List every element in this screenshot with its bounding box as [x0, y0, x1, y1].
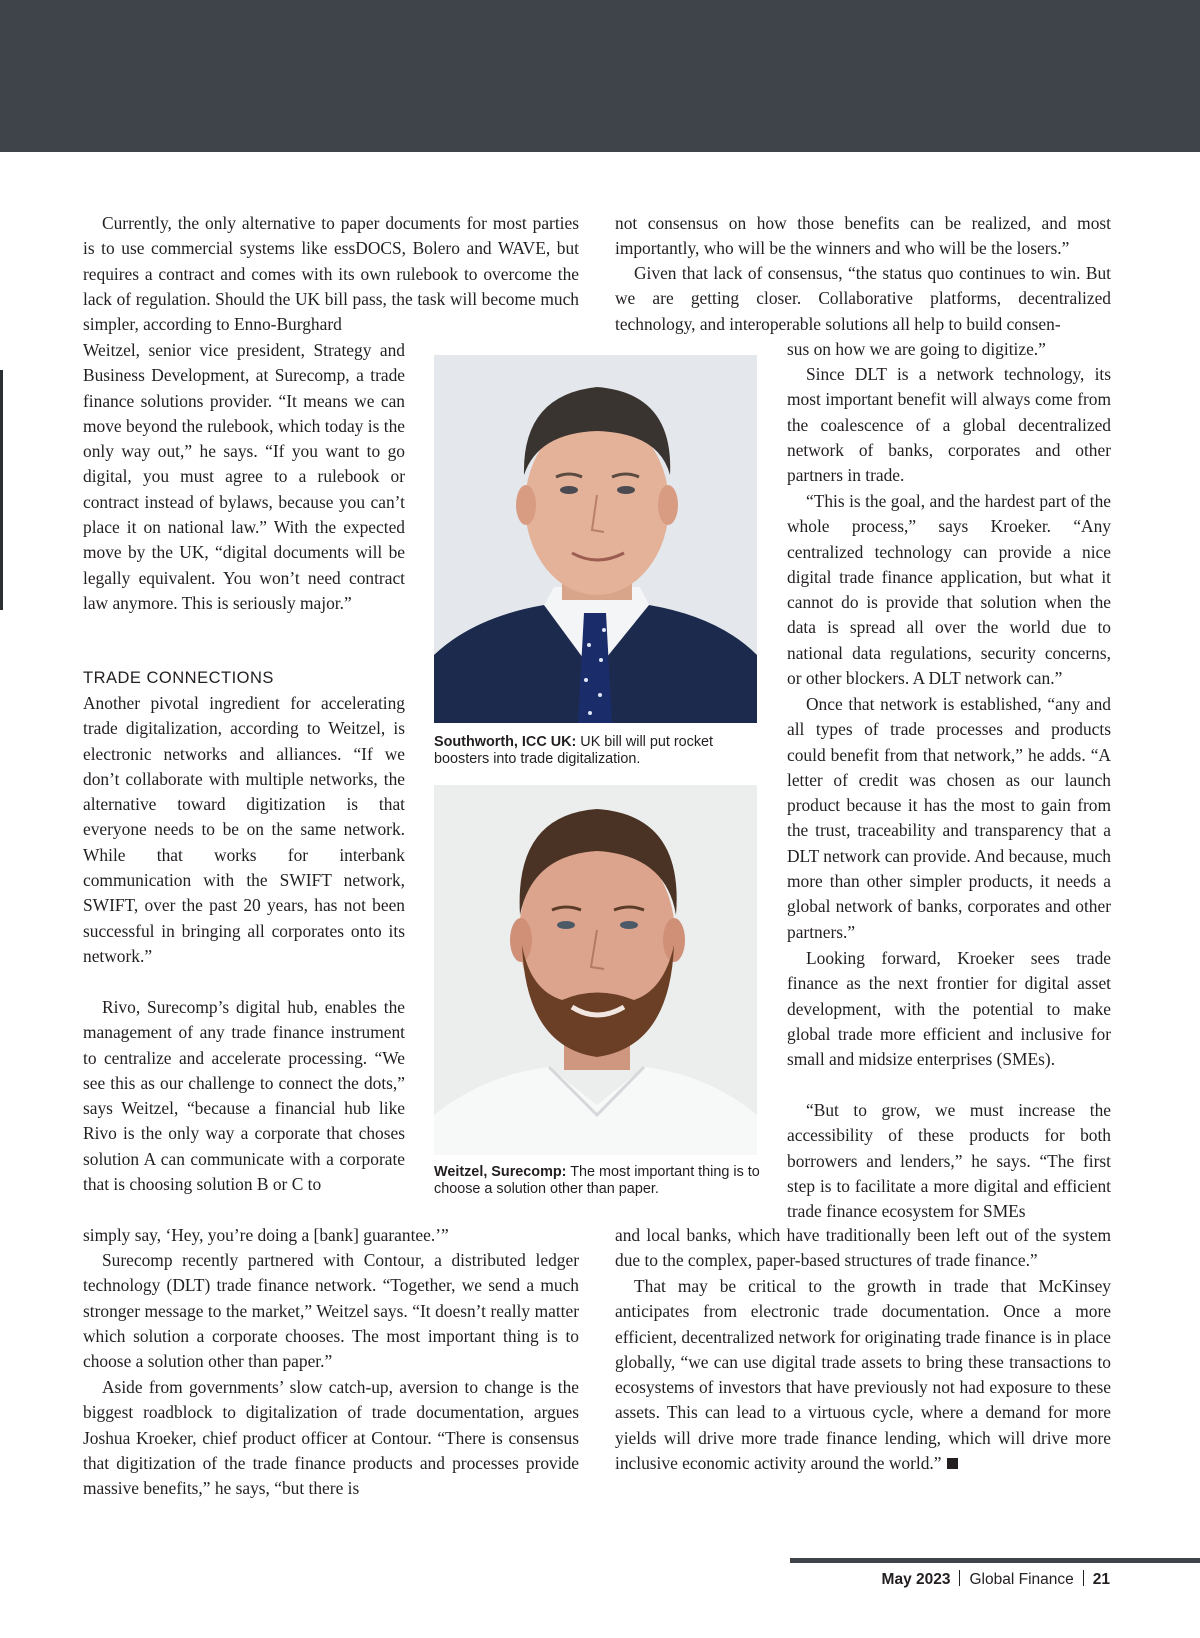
page-footer	[882, 1570, 1110, 1590]
col1-paragraph-1-wrap: Weitzel, senior vice president, Strategy and Business Development, at Surecomp, a trade finance solutions provider. “It means we can move beyond the rulebook, which today is the only way out,” he says. “If you want to go digital, you must agree to a rulebook or contract instead of bylaws, because you can’t place it on national law.” With the expected move by the UK, “digital documents will be legally equivalent. You won’t need contract law anymore. This is seriously major.”	[83, 340, 405, 613]
footer-date: May 2023	[881, 1571, 951, 1588]
header-banner	[0, 0, 1200, 152]
caption-weitzel	[434, 1164, 764, 1198]
caption-southworth	[434, 734, 764, 768]
footer-page-number: 21	[1092, 1571, 1110, 1588]
photo-southworth	[434, 355, 757, 723]
col2-paragraph-7-wrap: and local banks, which have traditionally been left out of the system due to the complex, paper-based structures of trade finance.”	[615, 1225, 1111, 1271]
footer-publication: Global Finance	[969, 1571, 1074, 1588]
col2-paragraph-7: “But to grow, we must increase the accessibility of these products for both borrowers and lenders,” he says. “The first step is to facilitate a more digital and efficient trade finance ecosystem for SMEs	[787, 1100, 1111, 1222]
caption-southworth-text: UK bill will put rocket boosters into trade digitalization.	[434, 734, 714, 767]
caption-weitzel-name: Weitzel, Surecomp:	[434, 1164, 567, 1180]
caption-southworth-name: Southworth, ICC UK:	[434, 734, 577, 750]
col2-paragraph-8-text: That may be critical to the growth in trade that McKinsey anticipates from electronic trade documentation. Once a more efficient, decentralized network for originating trade finance is in place globally, “we can use digital trade assets to bring these transactions to ecosystems of investors that have previously not had exposure to these assets. This can lead to a virtuous cycle, where a demand for more yields will drive more trade finance lending, which will drive more inclusive economic activity around the world.”	[615, 1276, 1111, 1474]
portrait-weitzel-image	[434, 785, 757, 1155]
col2-paragraph-8	[615, 1274, 1111, 1476]
page-edge-mark	[0, 370, 3, 610]
col2-paragraph-1: not consensus on how those benefits can be realized, and most importantly, who will be the winners and who will be the losers.”	[615, 213, 1111, 259]
col1-paragraph-4: Surecomp recently partnered with Contour, a distributed ledger technology (DLT) trade finance network. “Together, we send a much stronger message to the market,” Weitzel says. “It doesn’t really matter which solution a corporate chooses. The most important thing is to choose a solution other than paper.”	[83, 1250, 579, 1372]
col2-paragraph-2: Given that lack of consensus, “the status quo continues to win. But we are getting closer. Collaborative platforms, decentralized technology, and interoperable solutions all help to build consen-	[615, 263, 1111, 334]
col1-paragraph-5: Aside from governments’ slow catch-up, aversion to change is the biggest roadblock to digitalization of trade documentation, argues Joshua Kroeker, chief product officer at Contour. “There is consensus that digitization of the trade finance products and processes provide massive benefits,” he says, “but there is	[83, 1377, 579, 1499]
col2-paragraph-3: Since DLT is a network technology, its most important benefit will always come from the coalescence of a global decentralized network of banks, corporates and other partners in trade.	[787, 364, 1111, 486]
col2-paragraph-5: Once that network is established, “any and all types of trade processes and products could benefit from that network,” he adds. “A letter of credit was chosen as our launch product because it has the most to gain from the trust, traceability and transparency that a DLT network can provide. And because, much more than other simpler products, it needs a global network of banks, corporates and other partners.”	[787, 694, 1111, 942]
col1-paragraph-2: Another pivotal ingredient for accelerating trade digitalization, according to Weitzel, is electronic networks and alliances. “If we don’t collaborate with multiple networks, the alternative toward digitization is that everyone needs to be on the same network. While that works for interbank communication with the SWIFT network, SWIFT, over the past 20 years, has not been successful in bringing all corporates onto its network.”	[83, 693, 405, 966]
col1-paragraph-3: Rivo, Surecomp’s digital hub, enables the management of any trade finance instrument to centralize and accelerate processing. “We see this as our challenge to connect the dots,” says Weitzel, “because a financial hub like Rivo is the only way a corporate that choses solution A can communicate with a corporate that is choosing solution B or C to	[83, 997, 405, 1195]
photo-weitzel	[434, 785, 757, 1155]
footer-separator	[1083, 1570, 1084, 1586]
caption-weitzel-text: The most important thing is to choose a solution other than paper.	[434, 1164, 760, 1197]
col1-paragraph-3-wrap: simply say, ‘Hey, you’re doing a [bank] guarantee.’”	[83, 1225, 449, 1245]
col2-paragraph-2-wrap: sus on how we are going to digitize.”	[787, 339, 1046, 359]
footer-separator	[959, 1570, 960, 1586]
footer-rule	[790, 1558, 1200, 1563]
portrait-southworth-image	[434, 355, 757, 723]
section-heading: TRADE CONNECTIONS	[83, 669, 274, 687]
col2-paragraph-4: “This is the goal, and the hardest part of the whole process,” says Kroeker. “Any centralized technology can provide a nice digital trade finance application, but what it cannot do is provide that solution when the data is spread all over the world due to national data regulations, security concerns, or other blockers. A DLT network can.”	[787, 491, 1111, 689]
col1-paragraph-1: Currently, the only alternative to paper documents for most parties is to use commercial systems like essDOCS, Bolero and WAVE, but requires a contract and comes with its own rulebook to overcome the lack of regulation. Should the UK bill pass, the task will become much simpler, according to Enno-Burghard	[83, 213, 579, 335]
end-of-article-mark	[947, 1458, 958, 1469]
col2-paragraph-6: Looking forward, Kroeker sees trade finance as the next frontier for digital asset development, with the potential to make global trade more efficient and inclusive for small and midsize enterprises (SMEs).	[787, 948, 1111, 1070]
